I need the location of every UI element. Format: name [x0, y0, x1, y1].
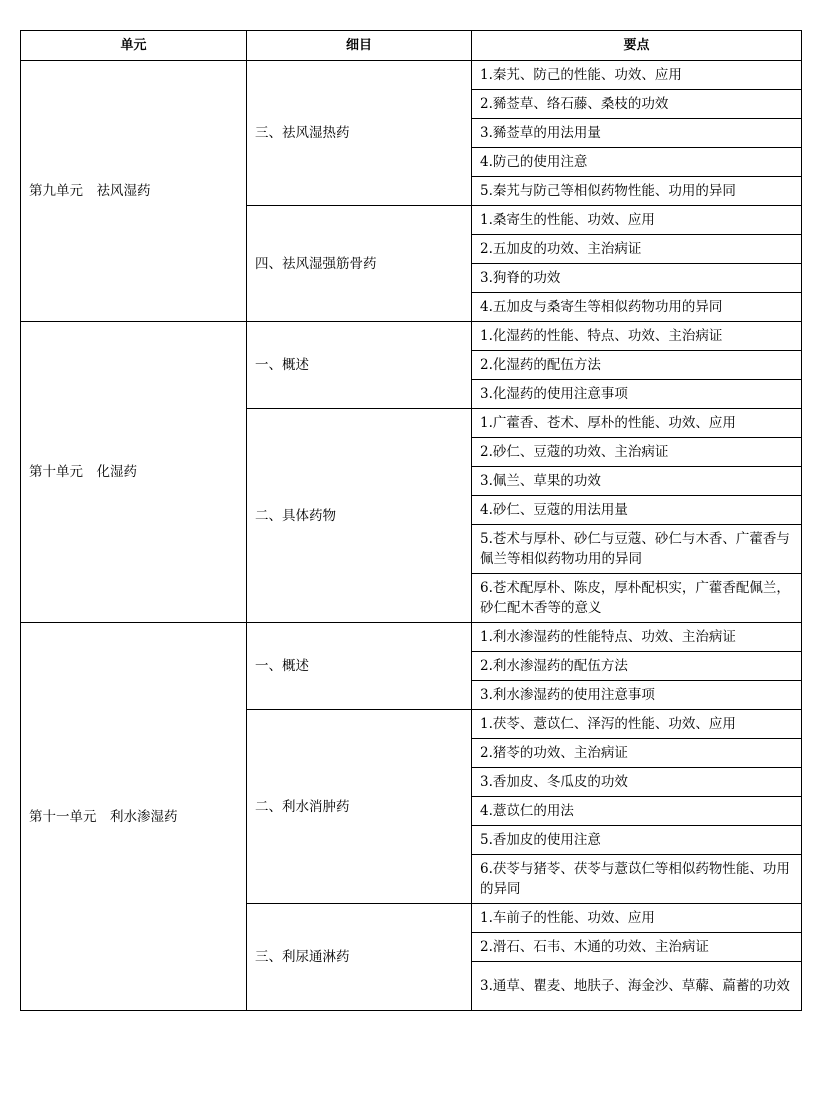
- item-cell: 二、具体药物: [247, 409, 472, 623]
- point-cell: 1.秦艽、防己的性能、功效、应用: [472, 61, 802, 90]
- point-cell: 3.狗脊的功效: [472, 264, 802, 293]
- point-cell: 2.滑石、石韦、木通的功效、主治病证: [472, 933, 802, 962]
- item-cell: 三、利尿通淋药: [247, 904, 472, 1011]
- table-row: [21, 623, 802, 652]
- table-row: [21, 61, 802, 90]
- unit-cell: 第十单元 化湿药: [21, 322, 247, 623]
- item-cell: 一、概述: [247, 623, 472, 710]
- point-cell: 3.化湿药的使用注意事项: [472, 380, 802, 409]
- item-cell: 四、祛风湿强筋骨药: [247, 206, 472, 322]
- unit-cell: 第九单元 祛风湿药: [21, 61, 247, 322]
- point-cell: 5.秦艽与防己等相似药物性能、功用的异同: [472, 177, 802, 206]
- point-cell: 5.香加皮的使用注意: [472, 826, 802, 855]
- point-cell: 3.香加皮、冬瓜皮的功效: [472, 768, 802, 797]
- point-cell: 1.茯苓、薏苡仁、泽泻的性能、功效、应用: [472, 710, 802, 739]
- point-cell: 6.苍术配厚朴、陈皮，厚朴配枳实，广藿香配佩兰，砂仁配木香等的意义: [472, 574, 802, 623]
- point-cell: 2.五加皮的功效、主治病证: [472, 235, 802, 264]
- outline-table: [20, 30, 802, 1011]
- point-cell: 2.利水渗湿药的配伍方法: [472, 652, 802, 681]
- point-cell: 4.五加皮与桑寄生等相似药物功用的异同: [472, 293, 802, 322]
- point-cell: 4.砂仁、豆蔻的用法用量: [472, 496, 802, 525]
- point-cell: 6.茯苓与猪苓、茯苓与薏苡仁等相似药物性能、功用的异同: [472, 855, 802, 904]
- point-cell: 3.利水渗湿药的使用注意事项: [472, 681, 802, 710]
- header-item: 细目: [247, 31, 472, 61]
- table-row: [21, 322, 802, 351]
- point-cell: 3.通草、瞿麦、地肤子、海金沙、草薢、萹蓄的功效: [472, 962, 802, 1011]
- point-cell: 2.猪苓的功效、主治病证: [472, 739, 802, 768]
- point-cell: 4.防己的使用注意: [472, 148, 802, 177]
- header-points: 要点: [472, 31, 802, 61]
- point-cell: 1.广藿香、苍术、厚朴的性能、功效、应用: [472, 409, 802, 438]
- item-cell: 二、利水消肿药: [247, 710, 472, 904]
- point-cell: 1.车前子的性能、功效、应用: [472, 904, 802, 933]
- unit-cell: 第十一单元 利水渗湿药: [21, 623, 247, 1011]
- item-cell: 一、概述: [247, 322, 472, 409]
- point-cell: 1.利水渗湿药的性能特点、功效、主治病证: [472, 623, 802, 652]
- header-row: [21, 31, 802, 61]
- item-cell: 三、祛风湿热药: [247, 61, 472, 206]
- header-unit: 单元: [21, 31, 247, 61]
- point-cell: 5.苍术与厚朴、砂仁与豆蔻、砂仁与木香、广藿香与佩兰等相似药物功用的异同: [472, 525, 802, 574]
- point-cell: 1.桑寄生的性能、功效、应用: [472, 206, 802, 235]
- point-cell: 4.薏苡仁的用法: [472, 797, 802, 826]
- point-cell: 2.砂仁、豆蔻的功效、主治病证: [472, 438, 802, 467]
- point-cell: 3.豨莶草的用法用量: [472, 119, 802, 148]
- point-cell: 2.化湿药的配伍方法: [472, 351, 802, 380]
- point-cell: 3.佩兰、草果的功效: [472, 467, 802, 496]
- point-cell: 2.豨莶草、络石藤、桑枝的功效: [472, 90, 802, 119]
- point-cell: 1.化湿药的性能、特点、功效、主治病证: [472, 322, 802, 351]
